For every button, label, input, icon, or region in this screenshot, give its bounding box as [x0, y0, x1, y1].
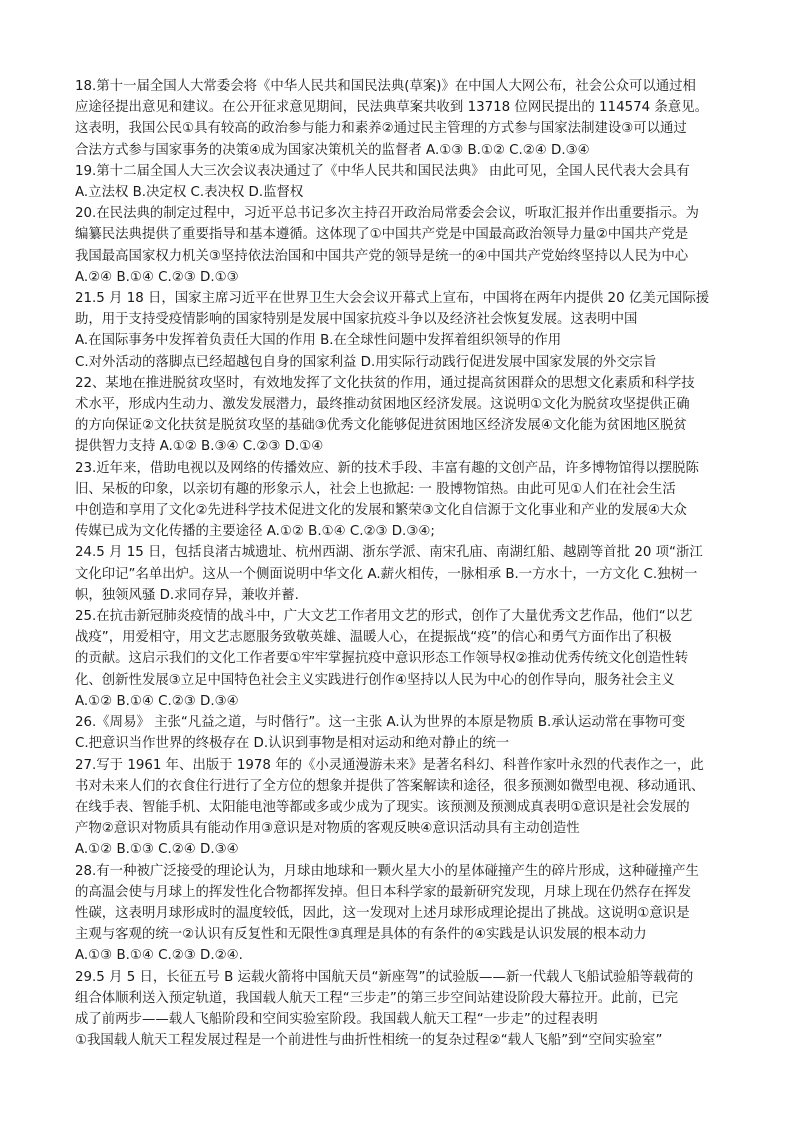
text-line: 传媒已成为文化传播的主要途径 A.①② B.①④ C.②③ D.③④; — [75, 524, 435, 540]
text-line: 24.5 月 15 日，包括良渚古城遗址、杭州西湖、浙东学派、南宋孔庙、南湖红船、越剧等首批 20 项“浙江 — [75, 545, 703, 561]
text-line: 的贡献。这启示我们的文化工作者要①牢牢掌握抗疫中意识形态工作领导权②推动优秀传统文化创造性转 — [75, 651, 689, 667]
text-line: 21.5 月 18 日，国家主席习近平在世界卫生大会会议开幕式上宣布，中国将在两年内提供 20 亿美元国际援 — [75, 291, 710, 307]
text-line: 在线手表、智能手机、太阳能电池等都或多或少成为了现实。该预测及预测成真表明①意识是社会发展的 — [75, 799, 690, 815]
text-line: A.立法权 B.决定权 C.表决权 D.监督权 — [75, 185, 304, 201]
text-line: 27.写于 1961 年、出版于 1978 年的《小灵通漫游未来》是著名科幻、科普作家叶永烈的代表作之一，此 — [75, 757, 704, 773]
text-line: 这表明，我国公民①具有较高的政治参与能力和素养②通过民主管理的方式参与国家法制建设③可以通过 — [75, 121, 687, 137]
text-line: 22、某地在推进脱贫攻坚时，有效地发挥了文化扶贫的作用，通过提高贫困群众的思想文化素质和科学技 — [75, 375, 695, 391]
text-line: 帜，独领风骚 D.求同存异，兼收并蓄. — [75, 587, 299, 603]
text-line: 18.第十一届全国人大常委会将《中华人民共和国民法典(草案)》在中国人大网公布，社会公众可以通过相 — [75, 79, 696, 94]
text-line: 19.第十二届全国人大三次会议表决通过了《中华人民共和国民法典》 由此可见，全国人民代表大会具有 — [75, 163, 690, 179]
text-line: 书对未来人们的衣食住行进行了全方位的想象并提供了答案解读和途径，很多预测如微型电视、移动通讯、 — [75, 778, 705, 794]
text-line: 提供智力支持 A.①② B.③④ C.②③ D.①④ — [75, 439, 324, 455]
text-line: C.把意识当作世界的终极存在 D.认识到事物是相对运动和绝对静止的统一 — [75, 736, 510, 752]
text-line: A.②④ B.①④ C.②③ D.①③ — [75, 269, 239, 285]
text-line: 助，用于支持受疫情影响的国家特别是发展中国家抗疫斗争以及经济社会恢复发展。这表明中国 — [75, 312, 638, 328]
text-line: A.在国际事务中发挥着负责任大国的作用 B.在全球性问题中发挥着组织领导的作用 — [75, 333, 562, 349]
text-line: 20.在民法典的制定过程中，习近平总书记多次主持召开政治局常委会会议，听取汇报并作出重要指示。为 — [75, 206, 699, 222]
text-line: 旧、呆板的印象，以亲切有趣的形象示人，社会上也掀起: 一 股博物馆热。由此可见①人们在社会生活 — [75, 481, 676, 497]
text-line: 战疫”，用爱相守，用文艺志愿服务致敬英雄、温暖人心，在提振战“疫”的信心和勇气方面作出了积极 — [75, 630, 672, 646]
exam-page — [75, 76, 725, 1051]
text-line: 化、创新性发展③立足中国特色社会主义实践进行创作④坚持以人民为中心的创作导向，服务社会主义 — [75, 672, 675, 688]
text-line: 组合体顺利送入预定轨道，我国载人航天工程“三步走”的第三步空间站建设阶段大幕拉开。此前，已完 — [75, 990, 679, 1006]
text-line: 29.5 月 5 日，长征五号 B 运载火箭将中国航天员“新座驾”的试验版——新一代载人飞船试验船等载荷的 — [75, 969, 694, 985]
text-line: C.对外活动的落脚点已经超越包自身的国家利益 D.用实际行动践行促进发展中国家发展的外交宗旨 — [75, 354, 657, 370]
text-line: ①我国载人航天工程发展过程是一个前进性与曲折性相统一的复杂过程②“载人飞船”到“空间实验室” — [75, 1033, 663, 1049]
text-line: 应途径提出意见和建议。在公开征求意见期间，民法典草案共收到 13718 位网民提出的 114574 条意见。 — [75, 100, 708, 116]
text-line: 的方向保证②文化扶贫是脱贫攻坚的基础③优秀文化能够促进贫困地区经济发展④文化能为贫困地区脱贫 — [75, 418, 687, 434]
text-line: 编纂民法典提供了重要指导和基本遵循。这体现了①中国共产党是中国最高政治领导力量②中国共产党是 — [75, 227, 689, 243]
text-line: 的高温会使与月球上的挥发性化合物都挥发掉。但日本科学家的最新研究发现，月球上现在仍然存在挥发 — [75, 884, 691, 900]
text-line: 成了前两步——载人飞船阶段和空间实验室阶段。我国载人航天工程“一步走”的过程表明 — [75, 1011, 598, 1027]
text-line: 28.有一种被广泛接受的理论认为，月球由地球和一颗火星大小的星体碰撞产生的碎片形成，这种碰撞产生 — [75, 863, 699, 879]
text-line: 23.近年来，借助电视以及网络的传播效应、新的技术手段、丰富有趣的文创产品，许多博物馆得以摆脱陈 — [75, 460, 699, 476]
text-line: A.①② B.①③ C.②④ D.③④ — [75, 842, 239, 858]
text-line: A.①② B.①④ C.②③ D.③④ — [75, 693, 239, 709]
text-line: 我国最高国家权力机关③坚持依法治国和中国共产党的领导是统一的④中国共产党始终坚持以人民为中心 — [75, 248, 689, 264]
text-line: 合法方式参与国家事务的决策④成为国家决策机关的监督者 A.①③ B.①② C.②④ D.③④ — [75, 142, 590, 158]
text-line: 26.《周易》 主张“凡益之道，与时偕行”。这一主张 A.认为世界的本原是物质 B.承认运动常在事物可变 — [75, 715, 686, 731]
text-line: A.①③ B.①④ C.②③ D.②④. — [75, 948, 243, 964]
text-line: 25.在抗击新冠肺炎疫情的战斗中，广大文艺工作者用文艺的形式，创作了大量优秀文艺作品，他们“以艺 — [75, 609, 693, 625]
text-line: 性碳，这表明月球形成时的温度较低，因此，这一发现对上述月球形成理论提出了挑战。这说明①意识是 — [75, 905, 690, 921]
text-line: 中创造和享用了文化②先进科学技术促进文化的发展和繁荣③文化自信源于文化事业和产业的发展④大众 — [75, 503, 687, 519]
text-line: 产物②意识对物质具有能动作用③意识是对物质的客观反映④意识活动具有主动创造性 — [75, 821, 580, 837]
text-line: 术水平，形成内生动力、激发发展潜力，最终推动贫困地区经济发展。这说明①文化为脱贫攻坚提供正确 — [75, 397, 690, 413]
text-line: 文化印记”名单出炉。这从一个侧面说明中华文化 A.薪火相传，一脉相承 B.一方水十，一方文化 C.独树一 — [75, 566, 698, 582]
text-line: 主观与客观的统一②认识有反复性和无限性③真理是具体的有条件的④实践是认识发展的根本动力 — [75, 927, 647, 943]
